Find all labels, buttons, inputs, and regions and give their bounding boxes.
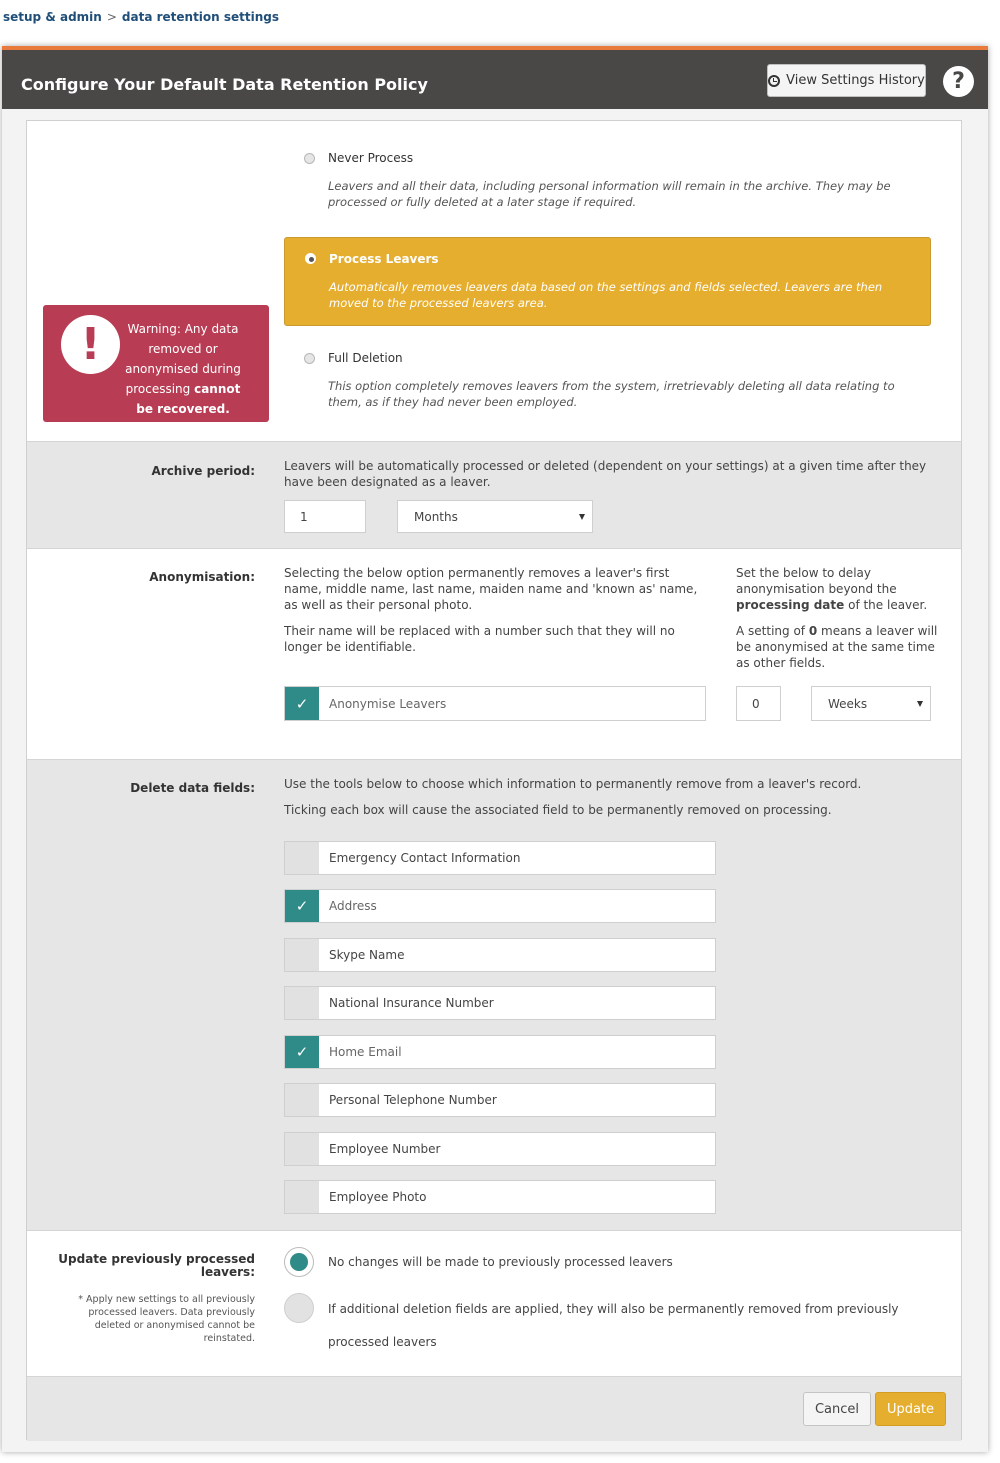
panel-header: [2, 46, 988, 109]
field-checkbox-emergency-contact[interactable]: [284, 841, 716, 875]
field-label: Skype Name: [329, 948, 405, 962]
field-checkbox-personal-telephone[interactable]: [284, 1083, 716, 1117]
warning-text: Warning: Any data removed or anonymised during processing cannot be recovered.: [125, 322, 241, 416]
anonymise-delay-input[interactable]: 0: [736, 686, 781, 721]
apply-to-processed-label: If additional deletion fields are applied, they will also be permanently removed from previously: [328, 1302, 899, 1316]
field-checkbox-address[interactable]: [284, 889, 716, 923]
archive-period-section: [27, 441, 961, 549]
chevron-down-icon: [917, 701, 923, 707]
field-checkbox-skype-name[interactable]: [284, 938, 716, 972]
exclamation-icon: !: [61, 315, 120, 374]
anonymisation-note: Their name will be replaced with a number such that they will no longer be identifiable.: [284, 624, 675, 654]
clock-icon: [768, 75, 780, 87]
retention-panel: [2, 46, 988, 1452]
anonymise-delay-unit-value: Weeks: [828, 696, 868, 711]
option-never-process[interactable]: [284, 141, 931, 231]
breadcrumb-current[interactable]: data retention settings: [121, 10, 280, 24]
radio-full-deletion[interactable]: [304, 353, 315, 364]
warning-box: [43, 305, 269, 422]
delete-fields-label: Delete data fields:: [130, 781, 255, 795]
anonymise-delay-unit-select[interactable]: [811, 686, 931, 721]
anonymise-leavers-checkbox[interactable]: [284, 686, 706, 721]
checkbox-box: [285, 1084, 319, 1116]
update-button[interactable]: Update: [875, 1392, 946, 1426]
checkmark-icon: ✓: [285, 1036, 319, 1068]
option-process-leavers[interactable]: [284, 237, 931, 326]
option-full-deletion[interactable]: [284, 341, 931, 431]
archive-period-description: Leavers will be automatically processed or deleted (dependent on your settings) at a given time after they have been designated as a leaver.: [284, 459, 927, 489]
view-settings-history-label: View Settings History: [786, 73, 925, 88]
breadcrumb-separator: >: [106, 10, 117, 24]
anonymisation-section: [27, 549, 961, 759]
cancel-button[interactable]: Cancel: [803, 1392, 871, 1426]
panel-body: [26, 120, 962, 1440]
field-label: Personal Telephone Number: [329, 1093, 497, 1107]
radio-no-changes[interactable]: [284, 1247, 314, 1277]
delete-fields-description: Use the tools below to choose which information to permanently remove from a leaver's record.: [284, 777, 862, 791]
update-previous-note: * Apply new settings to all previously processed leavers. Data previously deleted or anonymised cannot be reinstated.: [78, 1294, 255, 1344]
anonymise-leavers-label: Anonymise Leavers: [329, 696, 447, 711]
radio-apply-to-processed[interactable]: [284, 1293, 314, 1323]
field-label: Employee Photo: [329, 1190, 427, 1204]
checkbox-box: [285, 842, 319, 874]
option-title: Full Deletion: [328, 351, 403, 365]
field-label: Emergency Contact Information: [329, 851, 521, 865]
field-checkbox-employee-photo[interactable]: [284, 1180, 716, 1214]
view-settings-history-button[interactable]: [767, 64, 926, 97]
option-title: Never Process: [328, 151, 414, 165]
help-icon[interactable]: ?: [943, 66, 974, 97]
field-label: Address: [329, 899, 377, 913]
archive-period-label: Archive period:: [151, 464, 255, 478]
delete-fields-note: Ticking each box will cause the associated field to be permanently removed on processing.: [284, 803, 832, 817]
radio-never-process[interactable]: [304, 153, 315, 164]
checkbox-box: [285, 1181, 319, 1213]
processing-mode-section: [27, 121, 961, 441]
apply-to-processed-label-cont: processed leavers: [328, 1335, 437, 1349]
delay-zero-note: A setting of 0 means a leaver will be anonymised at the same time as other fields.: [736, 624, 938, 670]
chevron-down-icon: [579, 514, 585, 520]
field-label: National Insurance Number: [329, 996, 494, 1010]
anonymisation-label: Anonymisation:: [149, 570, 255, 584]
option-description: Leavers and all their data, including personal information will remain in the archive. They may be processed or fully deleted at a later stage if required.: [328, 179, 891, 209]
breadcrumb: [3, 10, 279, 24]
checkmark-icon: ✓: [285, 687, 319, 720]
delete-data-fields-section: [27, 759, 961, 1231]
field-label: Employee Number: [329, 1142, 441, 1156]
radio-process-leavers[interactable]: [305, 253, 316, 264]
anonymisation-description: Selecting the below option permanently removes a leaver's first name, middle name, last name, maiden name and 'known as' name, as well as their personal photo.: [284, 566, 698, 612]
checkbox-box: [285, 1133, 319, 1165]
archive-unit-value: Months: [414, 509, 458, 524]
checkmark-icon: ✓: [285, 890, 319, 922]
option-description: This option completely removes leavers from the system, irretrievably deleting all data relating to them, as if they had never been employed.: [328, 379, 895, 409]
field-checkbox-home-email[interactable]: [284, 1035, 716, 1069]
update-previous-label: Update previously processed leavers:: [58, 1252, 255, 1279]
breadcrumb-link-setup-admin[interactable]: setup & admin: [3, 10, 102, 24]
checkbox-box: [285, 939, 319, 971]
delay-description: Set the below to delay anonymisation beyond the processing date of the leaver.: [736, 566, 928, 612]
update-previous-section: [27, 1231, 961, 1376]
archive-period-input[interactable]: 1: [284, 500, 366, 533]
page-title: Configure Your Default Data Retention Policy: [21, 75, 428, 94]
footer-actions: [27, 1376, 961, 1441]
field-checkbox-employee-number[interactable]: [284, 1132, 716, 1166]
checkbox-box: [285, 987, 319, 1019]
option-description: Automatically removes leavers data based on the settings and fields selected. Leavers are then moved to the processed leavers area.: [329, 280, 883, 310]
no-changes-label: No changes will be made to previously processed leavers: [328, 1255, 673, 1269]
field-checkbox-national-insurance[interactable]: [284, 986, 716, 1020]
field-label: Home Email: [329, 1045, 402, 1059]
archive-unit-select[interactable]: [397, 500, 593, 533]
option-title: Process Leavers: [329, 252, 439, 266]
